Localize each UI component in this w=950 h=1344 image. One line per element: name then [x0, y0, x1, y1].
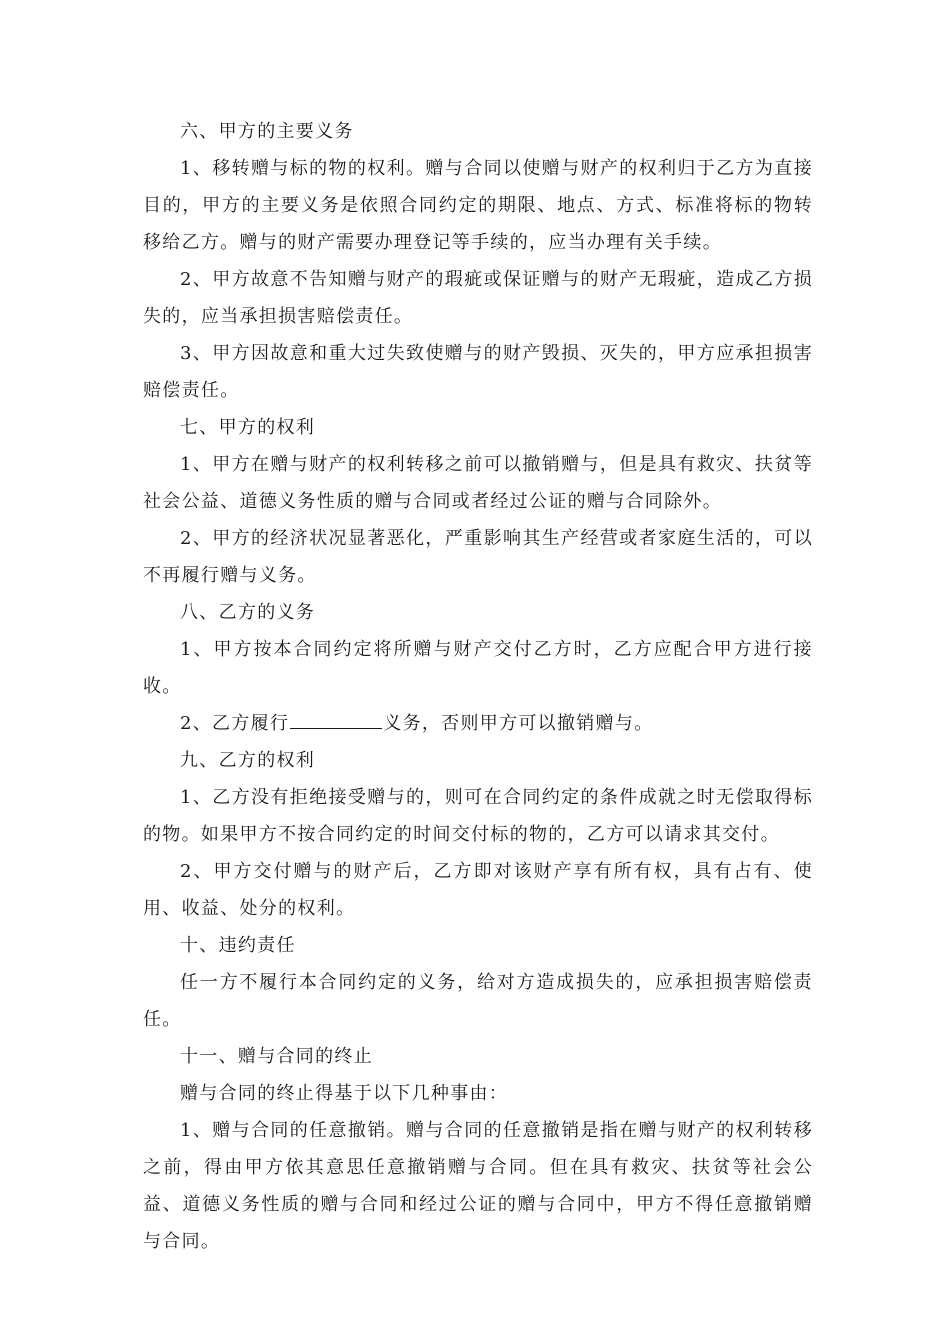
section-heading-9: 九、乙方的权利 [180, 750, 316, 771]
paragraph: 2、甲方故意不告知赠与财产的瑕疵或保证赠与的财产无瑕疵，造成乙方损失的，应当承担损害赔偿责任。 [143, 269, 813, 327]
section-heading-11: 十一、赠与合同的终止 [180, 1046, 373, 1067]
paragraph: 1、移转赠与标的物的权利。赠与合同以使赠与财产的权利归于乙方为直接目的，甲方的主要义务是依照合同约定的期限、地点、方式、标准将标的物转移给乙方。赠与的财产需要办理登记等手续的，应当办理有关手续。 [143, 158, 813, 253]
paragraph: 1、赠与合同的任意撤销。赠与合同的任意撤销是指在赠与财产的权利转移之前，得由甲方依其意思任意撤销赠与合同。但在具有救灾、扶贫等社会公益、道德义务性质的赠与合同和经过公证的赠与合同中，甲方不得任意撤销赠与合同。 [143, 1120, 813, 1252]
fill-in-blank [290, 710, 382, 729]
paragraph: 1、甲方在赠与财产的权利转移之前可以撤销赠与，但是具有救灾、扶贫等社会公益、道德义务性质的赠与合同或者经过公证的赠与合同除外。 [143, 454, 813, 512]
section-heading-8: 八、乙方的义务 [180, 602, 316, 623]
blank-prefix-text: 2、乙方履行 [180, 713, 290, 734]
paragraph: 1、甲方按本合同约定将所赠与财产交付乙方时，乙方应配合甲方进行接收。 [143, 639, 813, 697]
paragraph-with-blank [143, 705, 813, 742]
paragraph: 2、甲方交付赠与的财产后，乙方即对该财产享有所有权，具有占有、使用、收益、处分的权利。 [143, 861, 813, 919]
paragraph: 2、甲方的经济状况显著恶化，严重影响其生产经营或者家庭生活的，可以不再履行赠与义务。 [143, 528, 813, 586]
section-heading-6: 六、甲方的主要义务 [180, 121, 354, 142]
paragraph: 3、甲方因故意和重大过失致使赠与的财产毁损、灭失的，甲方应承担损害赔偿责任。 [143, 343, 813, 401]
section-heading-10: 十、违约责任 [180, 935, 296, 956]
document-body [143, 113, 813, 1260]
paragraph: 任一方不履行本合同约定的义务，给对方造成损失的，应承担损害赔偿责任。 [143, 972, 813, 1030]
paragraph: 1、乙方没有拒绝接受赠与的，则可在合同约定的条件成就之时无偿取得标的物。如果甲方不按合同约定的时间交付标的物的，乙方可以请求其交付。 [143, 787, 813, 845]
section-heading-7: 七、甲方的权利 [180, 417, 316, 438]
paragraph: 赠与合同的终止得基于以下几种事由： [180, 1083, 509, 1104]
blank-suffix-text: 义务，否则甲方可以撤销赠与。 [383, 713, 654, 734]
